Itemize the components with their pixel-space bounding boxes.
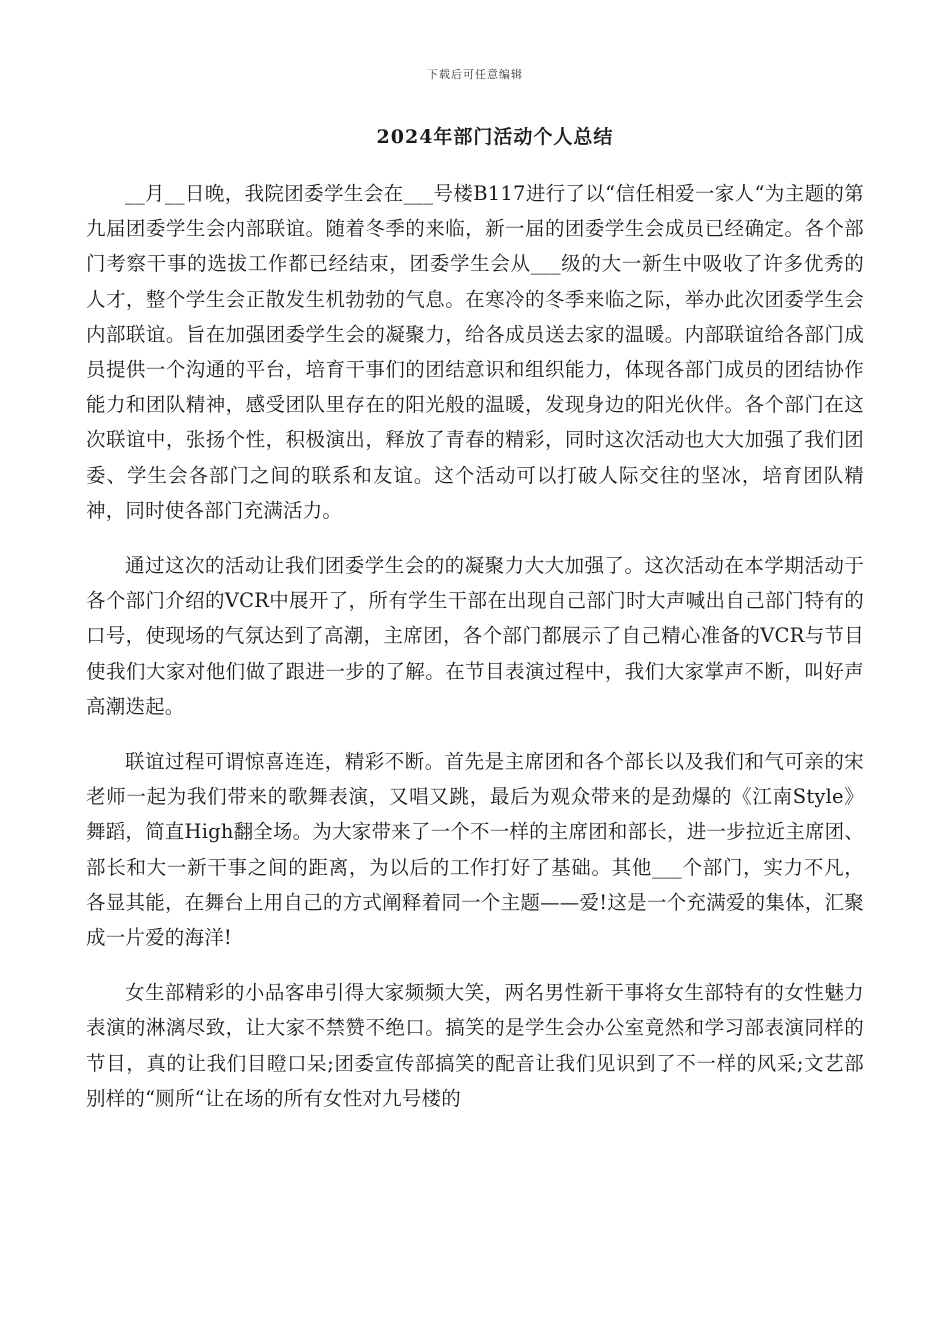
document-title: 2024年部门活动个人总结 [376, 126, 614, 148]
document-body [86, 176, 864, 1136]
paragraph-2: 通过这次的活动让我们团委学生会的的凝聚力大大加强了。这次活动在本学期活动于各个部门介绍的VCR中展开了，所有学生干部在出现自己部门时大声喊出自己部门特有的口号，使现场的气氛达到了高潮，主席团，各个部门都展示了自己精心准备的VCR与节目使我们大家对他们做了跟进一步的了解。在节目表演过程中，我们大家掌声不断，叫好声高潮迭起。 [86, 554, 864, 718]
paragraph-1: __月__日晚，我院团委学生会在___号楼B117进行了以“信任相爱一家人“为主题的第九届团委学生会内部联谊。随着冬季的来临，新一届的团委学生会成员已经确定。各个部门考察干事的选拔工作都已经结束，团委学生会从___级的大一新生中吸收了许多优秀的人才，整个学生会正散发生机勃勃的气息。在寒冷的冬季来临之际，举办此次团委学生会内部联谊。旨在加强团委学生会的凝聚力，给各成员送去家的温暖。内部联谊给各部门成员提供一个沟通的平台，培育干事们的团结意识和组织能力，体现各部门成员的团结协作能力和团队精神，感受团队里存在的阳光般的温暖，发现身边的阳光伙伴。各个部门在这次联谊中，张扬个性，积极演出，释放了青春的精彩，同时这次活动也大大加强了我们团委、学生会各部门之间的联系和友谊。这个活动可以打破人际交往的坚冰，培育团队精神，同时使各部门充满活力。 [86, 182, 864, 522]
paragraph-4: 女生部精彩的小品客串引得大家频频大笑，两名男性新干事将女生部特有的女性魅力表演的淋漓尽致，让大家不禁赞不绝口。搞笑的是学生会办公室竟然和学习部表演同样的节目，真的让我们目瞪口呆;团委宣传部搞笑的配音让我们见识到了不一样的风采;文艺部别样的“厕所“让在场的所有女性对九号楼的 [86, 981, 864, 1110]
paragraph-3: 联谊过程可谓惊喜连连，精彩不断。首先是主席团和各个部长以及我们和气可亲的宋老师一起为我们带来的歌舞表演，又唱又跳，最后为观众带来的是劲爆的《江南Style》舞蹈，简直High翻全场。为大家带来了一个不一样的主席团和部长，进一步拉近主席团、部长和大一新干事之间的距离，为以后的工作打好了基础。其他___个部门，实力不凡，各显其能，在舞台上用自己的方式阐释着同一个主题——爱!这是一个充满爱的集体，汇聚成一片爱的海洋! [86, 750, 864, 950]
header-note: 下载后可任意编辑 [427, 68, 523, 81]
